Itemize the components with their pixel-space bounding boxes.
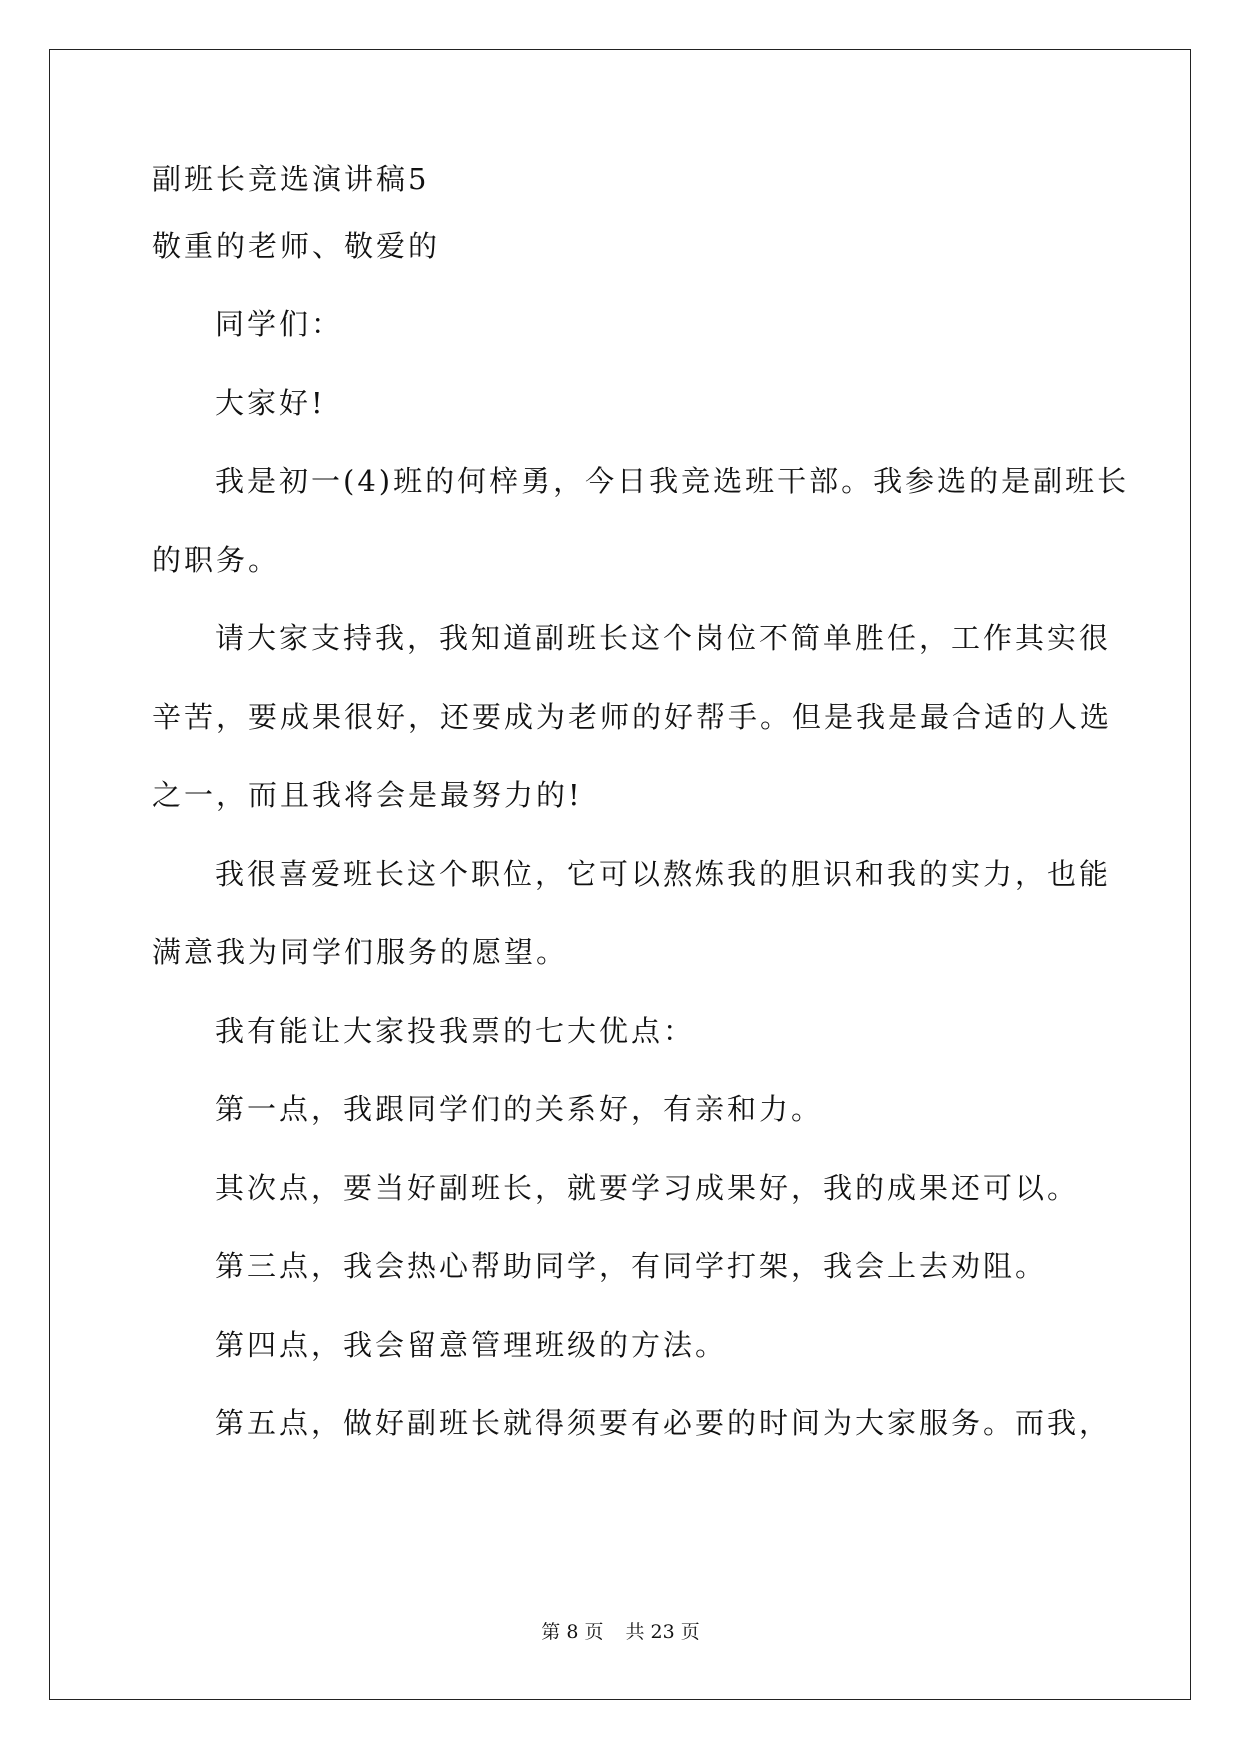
- page-footer: [0, 1617, 1241, 1644]
- paragraph-line: 我有能让大家投我票的七大优点：: [215, 1014, 696, 1048]
- paragraph-line: 第三点，我会热心帮助同学，有同学打架，我会上去劝阻。: [215, 1249, 1048, 1283]
- paragraph-line: 第五点，做好副班长就得须要有必要的时间为大家服务。而我，: [215, 1406, 1112, 1440]
- paragraph-line: 第一点，我跟同学们的关系好，有亲和力。: [215, 1092, 824, 1126]
- salutation: 敬重的老师、敬爱的: [152, 229, 441, 263]
- paragraph-line: 大家好!: [215, 386, 326, 420]
- paragraph-line: 同学们：: [215, 307, 344, 341]
- paragraph-line: 满意我为同学们服务的愿望。: [152, 935, 569, 969]
- paragraph-line: 第四点，我会留意管理班级的方法。: [215, 1328, 728, 1362]
- page-number: 第 8 页: [541, 1621, 604, 1643]
- paragraph-line: 其次点，要当好副班长，就要学习成果好，我的成果还可以。: [215, 1171, 1080, 1205]
- paragraph-line: 的职务。: [152, 543, 281, 577]
- document-title: 副班长竞选演讲稿5: [152, 162, 430, 196]
- paragraph-line: 我是初一(4)班的何梓勇，今日我竞选班干部。我参选的是副班长: [215, 464, 1130, 498]
- paragraph-line: 我很喜爱班长这个职位，它可以熬炼我的胆识和我的实力，也能: [215, 857, 1112, 891]
- page-total: 共 23 页: [625, 1621, 700, 1643]
- paragraph-line: 请大家支持我，我知道副班长这个岗位不简单胜任，工作其实很: [215, 621, 1112, 655]
- paragraph-line: 辛苦，要成果很好，还要成为老师的好帮手。但是我是最合适的人选: [152, 700, 1113, 734]
- paragraph-line: 之一，而且我将会是最努力的!: [152, 778, 583, 812]
